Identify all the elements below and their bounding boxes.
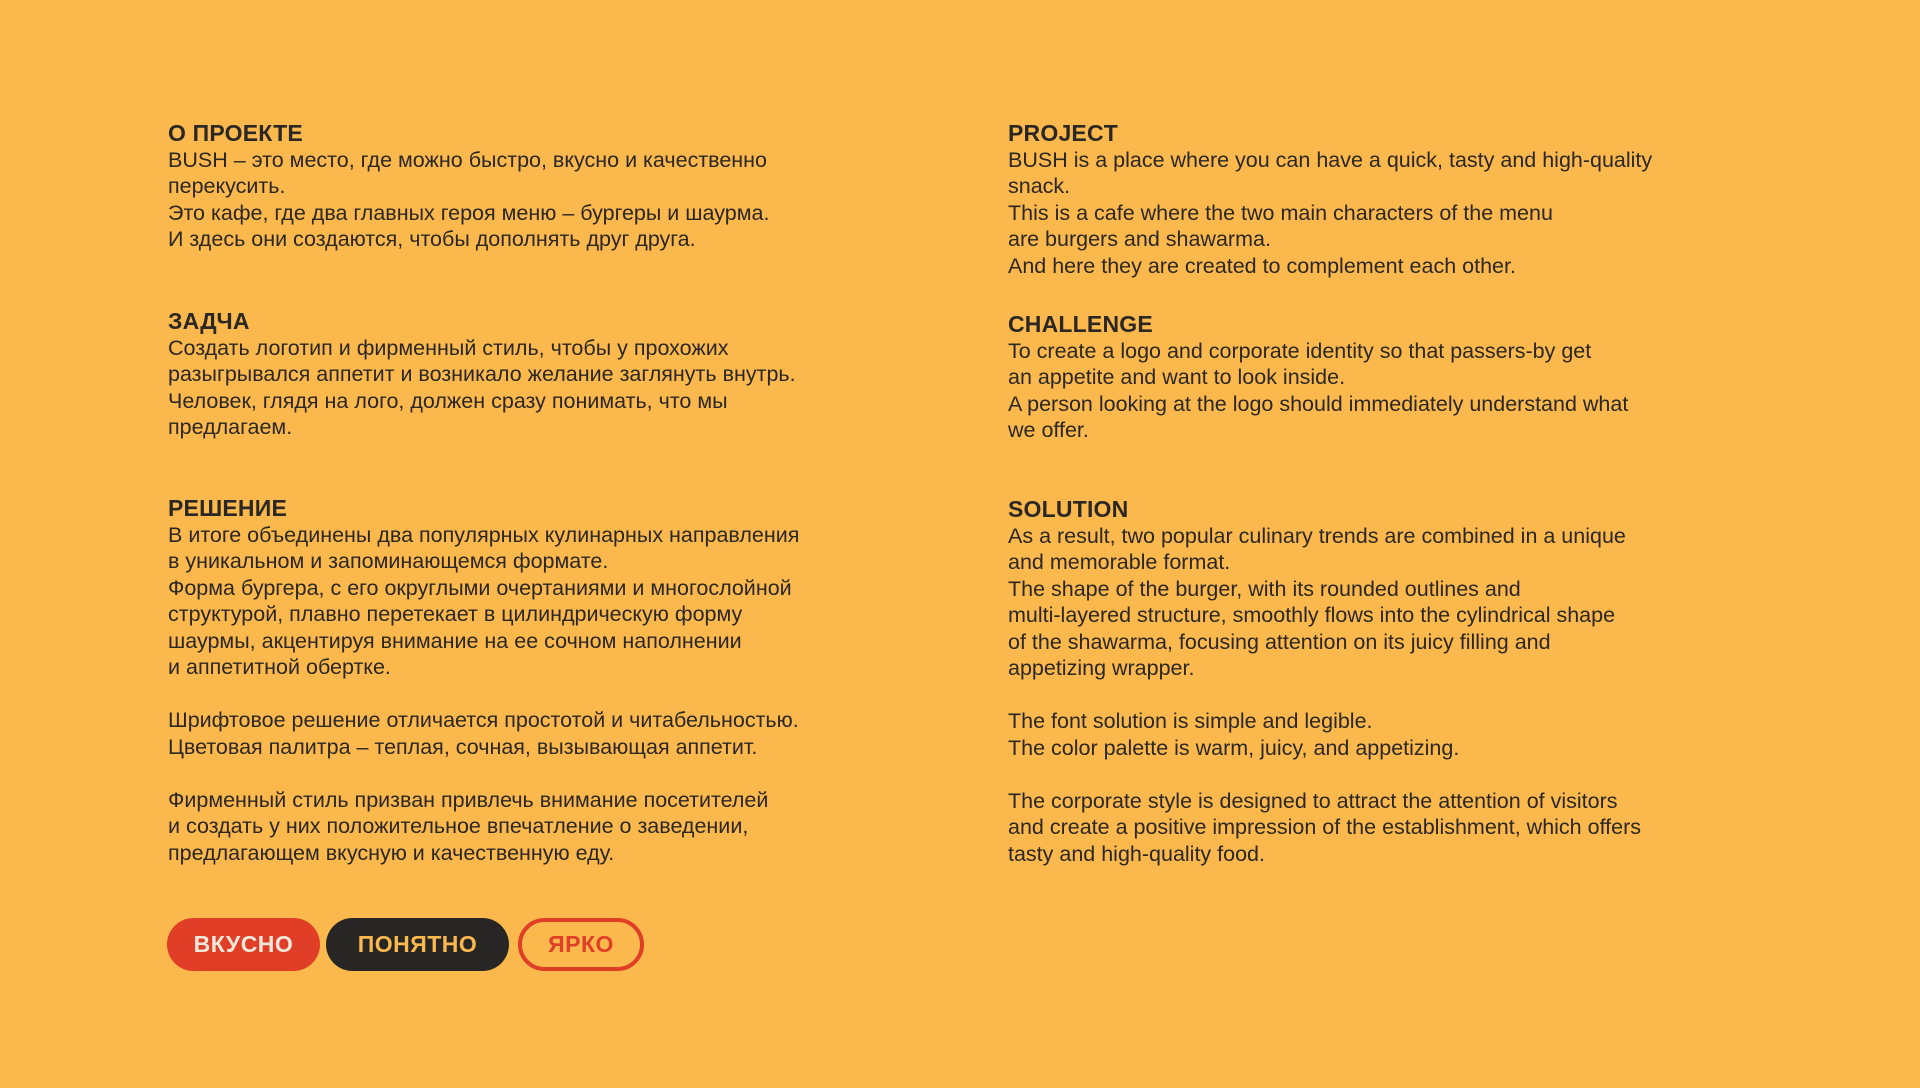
ru-solution-text: В итоге объединены два популярных кулинарных направления в уникальном и запоминающемся формате. Форма бургера, с его округлыми очертаниями и многослойной структурой, плавно перетекает в цилиндрическую форму шаурмы, акцентируя внимание на ее сочном наполнении и аппетитной обертке.: [168, 522, 800, 679]
tag-tasty: ВКУСНО: [167, 918, 320, 971]
en-solution-text-font: The font solution is simple and legible. The color palette is warm, juicy, and appetizing.: [1008, 709, 1460, 760]
ru-project-section: [168, 120, 928, 253]
tag-pills: [167, 918, 644, 971]
en-solution-text-style: The corporate style is designed to attract the attention of visitors and create a positive impression of the establishment, which offers tasty and high-quality food.: [1008, 788, 1641, 866]
ru-challenge-section: [168, 308, 928, 441]
ru-solution-text-font: Шрифтовое решение отличается простотой и читабельностью. Цветовая палитра – теплая, сочная, вызывающая аппетит.: [168, 708, 799, 759]
en-project-heading: PROJECT: [1008, 120, 1119, 146]
ru-project-text: BUSH – это место, где можно быстро, вкусно и качественно перекусить. Это кафе, где два главных героя меню – бургеры и шаурма. И здесь они создаются, чтобы дополнять друг друга.: [168, 147, 770, 251]
en-solution-text: As a result, two popular culinary trends are combined in a unique and memorable format. The shape of the burger, with its rounded outlines and multi-layered structure, smoothly flows into the cylindrical shape of the shawarma, focusing attention on its juicy filling and appetizing wrapper.: [1008, 523, 1626, 680]
ru-solution-heading: РЕШЕНИЕ: [168, 495, 288, 521]
tag-bright: ЯРКО: [518, 918, 644, 971]
ru-challenge-text: Создать логотип и фирменный стиль, чтобы у прохожих разыгрывался аппетит и возникало желание заглянуть внутрь. Человек, глядя на лого, должен сразу понимать, что мы предлагаем.: [168, 335, 796, 439]
en-challenge-text: To create a logo and corporate identity so that passers-by get an appetite and want to look inside. A person looking at the logo should immediately understand what we offer.: [1008, 338, 1629, 442]
ru-project-heading: О ПРОЕКТЕ: [168, 120, 303, 146]
en-solution-heading: SOLUTION: [1008, 496, 1129, 522]
ru-challenge-heading: ЗАДЧА: [168, 308, 250, 334]
ru-solution-text-style: Фирменный стиль призван привлечь внимание посетителей и создать у них положительное впечатление о заведении, предлагающем вкусную и качественную еду.: [168, 787, 769, 865]
en-project-text: BUSH is a place where you can have a quick, tasty and high-quality snack. This is a cafe where the two main characters of the menu are burgers and shawarma. And here they are created to complement each other.: [1008, 147, 1653, 278]
en-project-section: [1008, 120, 1798, 279]
ru-solution-section: [168, 495, 928, 866]
en-solution-section: [1008, 496, 1798, 867]
en-challenge-section: [1008, 311, 1798, 444]
tag-clear: ПОНЯТНО: [326, 918, 509, 971]
en-challenge-heading: CHALLENGE: [1008, 311, 1153, 337]
